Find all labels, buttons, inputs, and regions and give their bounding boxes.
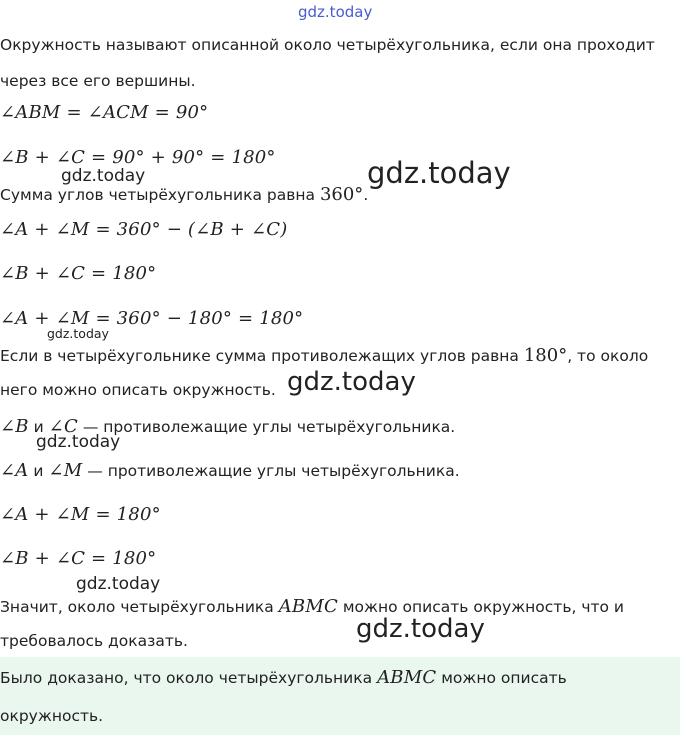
angle-a: ∠A (0, 460, 29, 481)
angle-m: ∠M (48, 460, 83, 481)
opposite-text-2: — противолежащие углы четырёхугольника. (82, 462, 460, 480)
opposite-text-1: — противолежащие углы четырёхугольника. (77, 418, 456, 436)
equation-a-plus-m: ∠A + ∠M = 360° − (∠B + ∠C) (0, 219, 288, 240)
opposite-angles-am (0, 460, 460, 481)
equation-a-m-180: ∠A + ∠M = 180° (0, 504, 161, 525)
criterion-text: Если в четырёхугольнике сумма противолежащих углов равна (0, 347, 524, 365)
criterion-end: , то около (567, 347, 649, 365)
summary-quad: ABMC (377, 667, 437, 688)
conclusion-end: можно описать окружность, что и (337, 598, 624, 616)
angle-sum-period: . (363, 186, 369, 204)
equation-b-c-180: ∠B + ∠C = 180° (0, 548, 157, 569)
conclusion-quad: ABMC (278, 596, 338, 617)
angle-sum-value: 360° (319, 184, 364, 205)
conclusion-text: Значит, около четырёхугольника (0, 598, 279, 616)
conj-1: и (28, 418, 49, 436)
criterion-line-1 (0, 345, 648, 366)
conj-2: и (28, 462, 49, 480)
angle-sum-text: Сумма углов четырёхугольника равна (0, 186, 320, 204)
watermark-3: gdz.today (47, 326, 109, 341)
summary-line-1 (0, 667, 567, 688)
conclusion-line-2: требовалось доказать. (0, 632, 188, 650)
watermark-2: gdz.today (367, 156, 511, 190)
angle-c: ∠C (48, 416, 78, 437)
summary-box (0, 657, 680, 735)
summary-line-2: окружность. (0, 707, 104, 725)
watermark-4: gdz.today (287, 367, 416, 397)
watermark-6: gdz.today (76, 574, 161, 594)
equation-a-plus-m-180: ∠A + ∠M = 360° − 180° = 180° (0, 308, 304, 329)
equation-b-plus-c-sum: ∠B + ∠C = 90° + 90° = 180° (0, 147, 276, 168)
summary-end: можно описать (436, 669, 567, 687)
definition-line-1: Окружность называют описанной около четырёхугольника, если она проходит (0, 36, 655, 54)
watermark-7: gdz.today (356, 614, 485, 644)
equation-abm-acm: ∠ABM = ∠ACM = 90° (0, 102, 209, 123)
watermark-top: gdz.today (298, 3, 373, 21)
conclusion-line-1 (0, 596, 624, 617)
angle-sum-statement (0, 184, 368, 205)
watermark-5: gdz.today (36, 432, 121, 452)
criterion-line-2: него можно описать окружность. (0, 381, 276, 399)
equation-b-plus-c-180: ∠B + ∠C = 180° (0, 263, 157, 284)
watermark-1: gdz.today (61, 166, 146, 186)
summary-text: Было доказано, что около четырёхугольника (0, 669, 378, 687)
criterion-value: 180° (523, 345, 568, 366)
angle-b: ∠B (0, 416, 29, 437)
definition-line-2: через все его вершины. (0, 72, 196, 90)
